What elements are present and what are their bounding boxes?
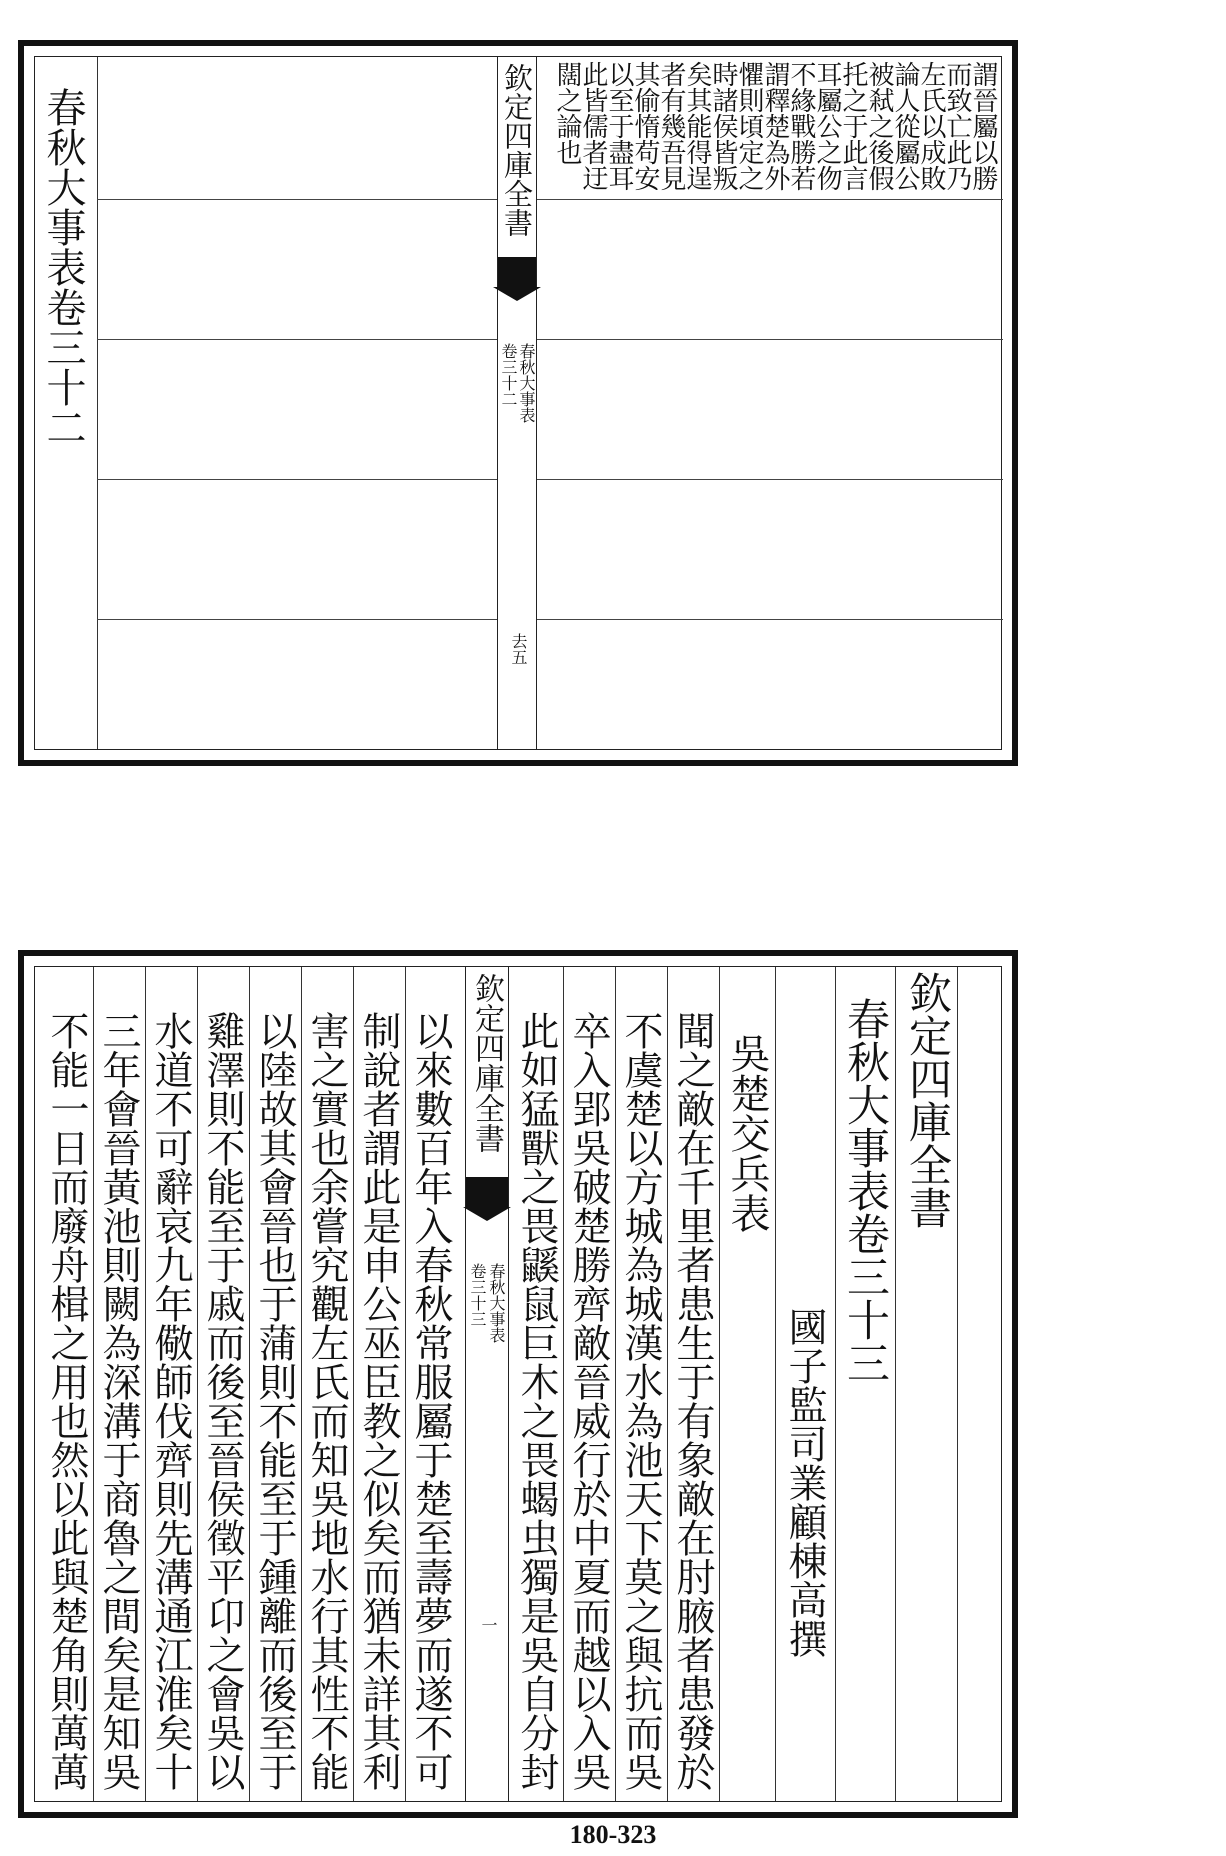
volume-title: 春秋大事表卷三十三 [840,997,890,1384]
column-rule [563,967,564,1801]
section-title: 吳楚交兵表 [724,1033,770,1233]
gutter-header: 欽定四庫全書 [500,63,534,237]
commentary-line: 時諸侯皆叛 [708,61,738,191]
bottom-page [18,950,1018,1818]
table-row-rule [537,479,1003,480]
fishtail-mark [498,257,536,287]
column-rule [301,967,302,1801]
body-text-line: 害之實也余嘗究觀左氏而知吳地水行其性不能 [304,1011,349,1791]
column-rule [405,967,406,1801]
gutter-volume: 卷三十二 [499,343,518,407]
gutter-page-number: 去五 [509,633,528,665]
column-rule [775,967,776,1801]
column-rule [957,967,958,1801]
column-rule [97,57,98,749]
commentary-line: 以至于盡耳 [604,61,634,191]
gutter-subtitle: 春秋大事表 [487,1263,506,1343]
commentary-line: 論人從屬公 [890,61,920,191]
table-row-rule [537,619,1003,620]
column-rule [615,967,616,1801]
commentary-line: 被弒之後假 [864,61,894,191]
commentary-line: 謂釋楚為外 [760,61,790,191]
column-rule [719,967,720,1801]
column-rule [249,967,250,1801]
commentary-line: 其偷惰苟安 [630,61,660,191]
table-row-rule [97,479,497,480]
column-rule [197,967,198,1801]
gutter-header: 欽定四庫全書 [469,973,504,1153]
commentary-line: 者有幾吾見 [656,61,686,191]
gutter-volume: 卷三十三 [468,1263,487,1327]
table-row-rule [537,339,1003,340]
commentary-line: 此皆儒者迂 [578,61,608,191]
column-rule [93,967,94,1801]
top-page [18,40,1018,766]
center-gutter [465,967,509,1801]
table-row-rule [537,199,1003,200]
column-rule [895,967,896,1801]
body-text-line: 以陸故其會晉也于蒲則不能至于鍾離而後至于 [252,1011,297,1791]
page-footer-number: 180-323 [569,1820,657,1849]
body-text-line: 以來數百年入春秋常服屬于楚至壽夢而遂不可 [408,1011,453,1791]
commentary-line: 懼則頃定之 [734,61,764,191]
commentary-line: 而致亡此乃 [942,61,972,191]
commentary-line: 左氏以成敗 [916,61,946,191]
top-inner-frame [34,56,1002,750]
body-text-line: 聞之敵在千里者患生于有象敵在肘腋者患發於 [670,1011,715,1791]
commentary-line: 不緣戰勝若 [786,61,816,191]
book-header: 欽定四庫全書 [902,971,952,1229]
bottom-inner-frame [34,966,1002,1802]
column-rule [353,967,354,1801]
column-rule [145,967,146,1801]
column-rule [835,967,836,1801]
commentary-line: 托之于此言 [838,61,868,191]
body-text-line: 三年會晉黃池則闕為深溝于商魯之間矣是知吳 [96,1011,141,1791]
commentary-line: 耳屬公之伆 [812,61,842,191]
body-text-line: 不虞楚以方城為城漢水為池天下莫之與抗而吳 [618,1011,663,1791]
table-row-rule [97,619,497,620]
table-row-rule [97,339,497,340]
gutter-subtitle: 春秋大事表 [517,343,536,423]
gutter-page-number: 一 [479,1617,498,1633]
center-gutter [497,57,537,749]
body-text-line: 制說者謂此是申公巫臣教之似矣而猶未詳其利 [356,1011,401,1791]
body-text-line: 雞澤則不能至于戚而後至晉侯徵平卬之會吳以 [200,1011,245,1791]
column-rule [667,967,668,1801]
body-text-line: 此如猛獸之畏鼷鼠巨木之畏蝎虫獨是吳自分封 [514,1011,559,1791]
author-line: 國子監司業顧棟高撰 [782,1307,827,1658]
body-text-line: 水道不可辭哀九年儆師伐齊則先溝通江淮矣十 [148,1011,193,1791]
table-row-rule [97,199,497,200]
commentary-line: 闊之論也 [552,61,582,165]
fishtail-mark [466,1177,508,1207]
commentary-line: 謂晉屬以勝 [968,61,998,191]
body-text-line: 不能一日而廢舟楫之用也然以此與楚角則萬萬 [44,1011,89,1791]
body-text-line: 卒入郢吳破楚勝齊敵晉威行於中夏而越以入吳 [566,1011,611,1791]
volume-title: 春秋大事表卷三十二 [40,87,86,447]
commentary-line: 矣其能得逞 [682,61,712,191]
